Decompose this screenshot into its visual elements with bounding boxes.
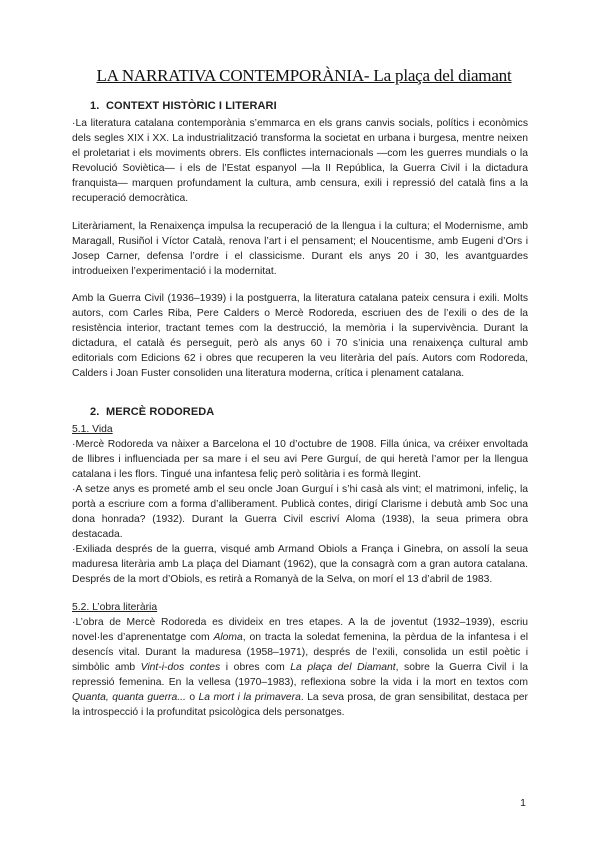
paragraph-context-1: ·La literatura catalana contemporània s’emmarca en els grans canvis socials, polítics i econòmics dels segles XIX i XX. La industrialització transforma la societat en urbana i burgesa, mentre neixen el proletariat i els moviments obrers. Els conflictes internacionals —com les guerres mundials o la Revolució Soviètica— i els de l’Estat espanyol —la II República, la Guerra Civil i la dictadura franquista— marquen profundament la cultura, amb censura, exili i repressió del català fins a la recuperació democràtica. <box>72 118 528 205</box>
work-title: La plaça del Diamant <box>290 661 396 673</box>
section-number: 2. <box>90 405 100 418</box>
subheading-vida: 5.1. Vida <box>72 423 113 435</box>
work-title: Vint-i-dos contes <box>140 661 221 673</box>
section-heading-text: MERCÈ RODOREDA <box>106 405 215 418</box>
work-title: Quanta, quanta guerra... <box>72 692 186 704</box>
subheading-obra: 5.2. L’obra literària <box>72 601 158 613</box>
document-page <box>72 66 528 720</box>
page-number: 1 <box>520 797 526 809</box>
paragraph-obra: ·L’obra de Mercè Rodoreda es divideix en tres etapes. A la de joventut (1932–1939), escriu novel·les d’aprenentatge com Aloma, on tracta la soledat femenina, la pèrdua de la infantesa i el desencís vital. Durant la maduresa (1958–1971), després de l’exili, consolida un estil poètic i simbòlic amb Vint-i-dos contes i obres com La plaça del Diamant, sobre la Guerra Civil i la repressió femenina. En la vellesa (1970–1983), reflexiona sobre la vida i la mort en textos com Quanta, quanta guerra... o La mort i la primavera. La seva prosa, de gran sensibilitat, destaca per la introspecció i la profunditat psicològica dels personatges. <box>72 616 528 719</box>
section-number: 1. <box>90 100 100 112</box>
work-title: Aloma <box>213 631 243 643</box>
document-title: LA NARRATIVA CONTEMPORÀNIA- La plaça del diamant <box>96 66 512 85</box>
section-heading-text: CONTEXT HISTÒRIC I LITERARI <box>106 100 277 112</box>
work-title: La mort i la primavera <box>198 692 301 704</box>
section-heading-context <box>90 100 528 112</box>
paragraph-context-2: Literàriament, la Renaixença impulsa la recuperació de la llengua i la cultura; el Modernisme, amb Maragall, Rusiñol i Víctor Català, renova l’art i el pensament; el Noucentisme, amb Eugeni d’Ors i Josep Carner, defensa l’ordre i el classicisme. Durant els anys 20 i 30, les avantguardes introdueixen l’experimentació i la modernitat. <box>72 220 528 277</box>
paragraph-vida-2: ·A setze anys es prometé amb el seu oncle Joan Gurguí i s’hi casà als vint; el matrimoni, infeliç, la portà a escriure com a forma d’alliberament. Publicà contes, dirigí Clarisme i debutà amb Soc una dona honrada? (1932). Durant la Guerra Civil escriví Aloma (1938), la seua primera obra destacada. <box>72 483 528 541</box>
paragraph-vida-3: ·Exiliada després de la guerra, visqué amb Armand Obiols a França i Ginebra, on assolí la seua maduresa literària amb La plaça del Diamant (1962), que la consagrà com a gran autora catalana. Després de la mort d’Obiols, es retirà a Romanyà de la Selva, on morí el 13 d’abril de 1983. <box>72 544 528 586</box>
paragraph-vida-1: ·Mercè Rodoreda va nàixer a Barcelona el 10 d’octubre de 1908. Filla única, va créixer envoltada de llibres i influenciada per sa mare i el seu avi Pere Gurguí, de qui heretà l’amor per la llengua catalana i les flors. Tingué una infantesa feliç però solitària i es formà llegint. <box>72 438 528 480</box>
paragraph-context-3: Amb la Guerra Civil (1936–1939) i la postguerra, la literatura catalana pateix censura i exili. Molts autors, com Carles Riba, Pere Calders o Mercè Rodoreda, escriuen des de l’exili o des de la resistència interior, tractant temes com la destrucció, la memòria i la supervivència. Durant la dictadura, el català és perseguit, però als anys 60 i 70 s’inicia una renaixença cultural amb editorials com Edicions 62 i obres que recuperen la veu literària del país. Autors com Rodoreda, Calders i Joan Fuster consoliden una literatura moderna, crítica i plenament catalana. <box>72 292 528 380</box>
section-heading-rodoreda <box>90 406 528 418</box>
